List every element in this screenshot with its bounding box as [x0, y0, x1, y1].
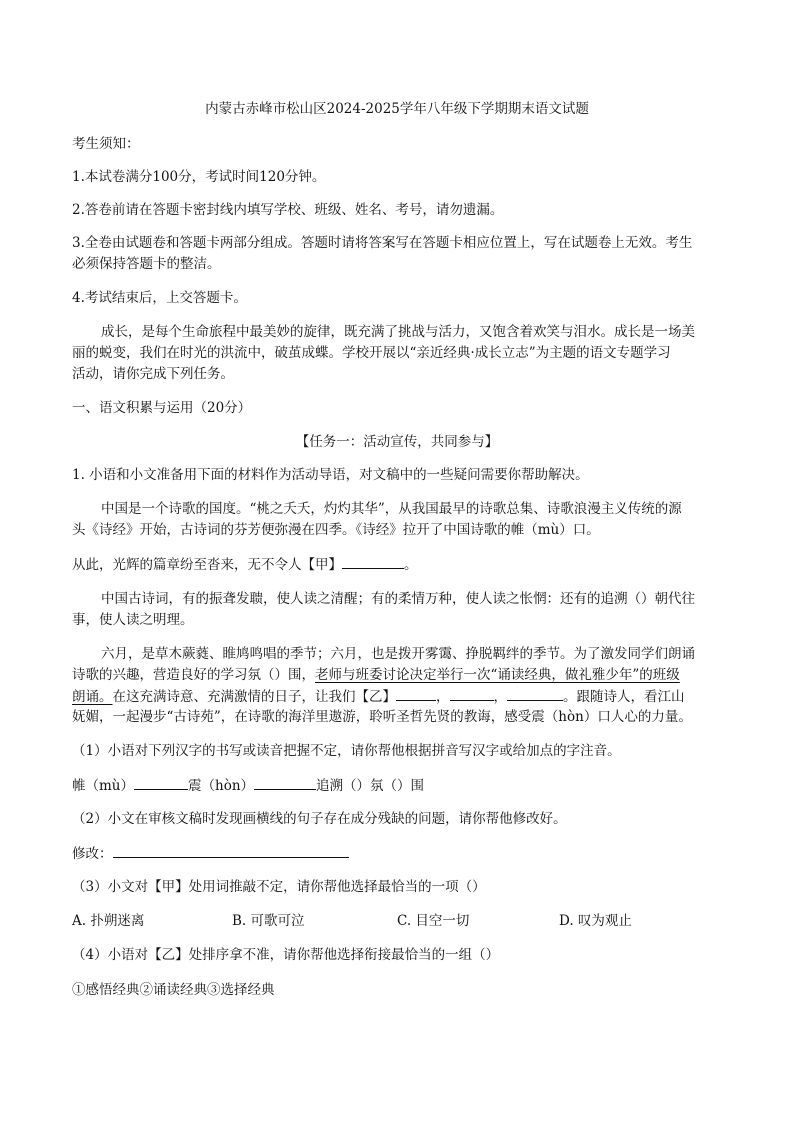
- blank-jia[interactable]: [342, 554, 404, 569]
- answer-line: [72, 775, 424, 796]
- passage-text: 在这充满诗意、充满激情的日子，让我们【乙】: [112, 689, 396, 705]
- sequence-items: ①感悟经典②诵读经典③选择经典: [72, 982, 275, 998]
- intro-line: 活动，请你完成下列任务。: [72, 366, 234, 382]
- sub-question-1: （1）小语对下列汉字的书写或读音把握不定，请你帮他根据拼音写汉字或给加点的字注音。: [72, 743, 621, 759]
- passage-line: 事，使人读之明理。: [72, 612, 194, 628]
- sub-question-4: （4）小语对【乙】处排序拿不准，请你帮他选择衔接最恰当的一组（）: [72, 947, 500, 963]
- notice-item: 必须保持答题卡的整洁。: [72, 256, 221, 272]
- passage-text: ，: [436, 689, 450, 705]
- underlined-sentence: 朗诵。: [72, 689, 113, 705]
- blank-yi-1[interactable]: [396, 686, 436, 701]
- sub-question-3: （3）小文对【甲】处用词推敲不定，请你帮他选择最恰当的一项（）: [72, 879, 486, 895]
- answer-line: [72, 843, 349, 864]
- task-heading: 【任务一：活动宣传，共同参与】: [295, 434, 499, 450]
- item-text: 追溯（）氛（）围: [316, 778, 425, 794]
- sub-question-2: （2）小文在审核文稿时发现画横线的句子存在成分残缺的问题，请你帮他修改好。: [72, 811, 567, 827]
- revise-blank[interactable]: [113, 843, 349, 858]
- option-a[interactable]: A. 扑朔迷离: [72, 913, 145, 929]
- passage-line: 六月，是草木蕨蕤、睢鸠鸣唱的季节；六月，也是拨开雾霭、挣脱羁绊的季节。为了激发同学们朗诵: [101, 646, 695, 662]
- passage-line: 妩媚，一起漫步“古诗苑”，在诗歌的海洋里遨游，聆听圣哲先贤的教诲，感受震（hòn）口人心的力量。: [72, 709, 692, 725]
- passage-line: [72, 554, 418, 575]
- passage-text: 。: [404, 557, 418, 573]
- option-b[interactable]: B. 可歌可泣: [232, 913, 305, 929]
- notice-item: 3.全卷由试题卷和答题卡两部分组成。答题时请将答案写在答题卡相应位置上，写在试题卷上无效。考生: [72, 235, 693, 251]
- passage-text: 。跟随诗人，看江山: [563, 689, 685, 705]
- passage-line: [72, 665, 680, 685]
- option-c[interactable]: C. 目空一切: [397, 913, 470, 929]
- passage-line: 中国是一个诗歌的国度。“桃之夭夭，灼灼其华”，从我国最早的诗歌总集、诗歌浪漫主义传统的源: [101, 501, 682, 517]
- blank-yi-2[interactable]: [450, 686, 494, 701]
- option-d[interactable]: D. 叹为观止: [559, 913, 632, 929]
- passage-line: 中国古诗词，有的振聋发聩，使人读之清醒；有的柔情万种，使人读之怅惘：还有的追溯（）朝代往: [101, 591, 695, 607]
- intro-line: 成长，是每个生命旅程中最美妙的旋律，既充满了挑战与活力，又饱含着欢笑与泪水。成长是一场美: [101, 324, 695, 340]
- exam-title: 内蒙古赤峰市松山区2024-2025学年八年级下学期期末语文试题: [205, 101, 589, 117]
- passage-text: 从此，光辉的篇章纷至沓来，无不令人【甲】: [72, 557, 342, 573]
- item-text: 震（hòn）: [188, 778, 255, 794]
- passage-line: [72, 686, 685, 707]
- section-heading: 一、语文积累与运用（20分）: [72, 400, 252, 416]
- passage-text: 诗歌的兴趣，营造良好的学习氛（）围，: [72, 667, 315, 683]
- intro-line: 丽的蜕变，我们在时光的洪流中，破茧成蝶。学校开展以“亲近经典·成长立志”为主题的语文专题学习: [72, 345, 671, 361]
- revise-label: 修改：: [72, 846, 113, 862]
- passage-line: 头《诗经》开始，古诗词的芬芳便弥漫在四季。《诗经》拉开了中国诗歌的帷（mù）口。: [72, 522, 600, 538]
- passage-text: ，: [493, 689, 507, 705]
- item-text: 帷（mù）: [72, 778, 134, 794]
- notice-item: 4.考试结束后，上交答题卡。: [72, 290, 247, 306]
- answer-blank[interactable]: [134, 775, 188, 790]
- notice-item: 1.本试卷满分100分，考试时间120分钟。: [72, 169, 326, 185]
- underlined-sentence: 老师与班委讨论决定举行一次“诵读经典，做礼雅少年”的班级: [315, 667, 680, 683]
- question-1: 1. 小语和小文准备用下面的材料作为活动导语，对文稿中的一些疑问需要你帮助解决。: [72, 467, 589, 483]
- notice-item: 2.答卷前请在答题卡密封线内填写学校、班级、姓名、考号，请勿遗漏。: [72, 202, 504, 218]
- blank-yi-3[interactable]: [507, 686, 563, 701]
- answer-blank[interactable]: [254, 775, 316, 790]
- notice-heading: 考生须知：: [72, 136, 140, 152]
